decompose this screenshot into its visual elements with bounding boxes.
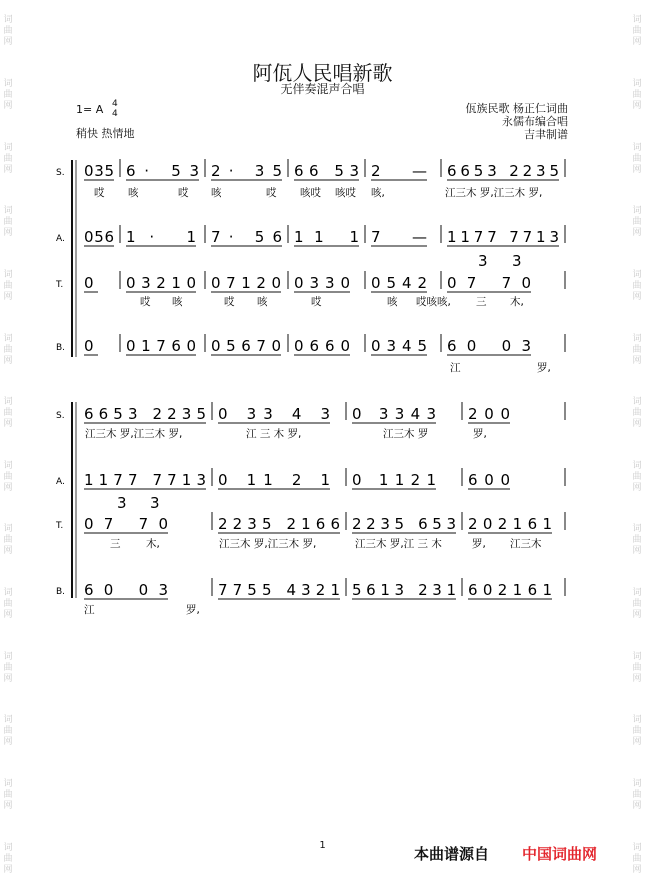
lyric-syllable: 三 (110, 538, 121, 550)
credits-line-3: 吉聿制谱 (524, 128, 568, 141)
watermark-char: 词 (632, 715, 642, 726)
watermark-char: 网 (3, 801, 13, 811)
watermark-char: 词 (3, 15, 13, 26)
measure-notes: 0542 (371, 274, 427, 292)
song-title: 阿佤人民唱新歌 (252, 61, 393, 85)
watermark-char: 词 (632, 842, 642, 853)
measure-notes: 03210 (126, 274, 196, 292)
lyric-syllable: 咳 (128, 187, 139, 199)
watermark-char: 网 (3, 355, 13, 366)
voice-label: A. (56, 234, 65, 244)
watermark-char: 网 (632, 100, 642, 111)
watermark-char: 曲 (632, 662, 642, 673)
watermark-char: 词 (632, 142, 642, 153)
measure-notes: 07 70 (84, 515, 168, 533)
voice-label: S. (56, 411, 65, 421)
watermark-char: 曲 (632, 726, 642, 737)
tenor-upper-note: 3 (150, 494, 160, 512)
watermark-char: 网 (632, 673, 642, 684)
measure-notes: 6653 2235 (447, 162, 559, 180)
measure-notes: 66 53 (294, 162, 359, 180)
watermark-char: 曲 (632, 344, 642, 355)
lyric-syllable: 罗, (186, 604, 200, 616)
lyric-syllable: 哎 (94, 187, 105, 199)
measure-notes: 0330 (294, 274, 350, 292)
measure-notes: 2235 653 (352, 515, 456, 533)
tenor-upper-note: 3 (478, 252, 488, 270)
lyric-syllable: 江 三 木 罗, (246, 428, 302, 440)
watermark-char: 曲 (632, 26, 642, 37)
measure-notes: 1177 7713 (447, 228, 559, 246)
watermark-char: 网 (632, 737, 642, 748)
measure-notes: 202161 (468, 515, 552, 533)
watermark-char: 网 (632, 482, 642, 493)
watermark-char: 词 (632, 15, 642, 26)
voice-label: B. (56, 587, 66, 597)
watermark-char: 词 (3, 142, 13, 153)
watermark-char: 曲 (3, 853, 13, 864)
voice-label: S. (56, 168, 65, 178)
measure-notes: 2 — (371, 162, 427, 180)
watermark-char: 词 (632, 206, 642, 217)
time-signature-bottom: 4 (112, 109, 118, 119)
watermark-char: 网 (3, 291, 13, 302)
measure-notes: 11 1 (294, 228, 359, 246)
watermark-char: 曲 (3, 599, 13, 610)
voice-label: A. (56, 477, 65, 487)
lyric-syllable: 咳 (387, 296, 398, 308)
lyric-syllable: 罗, (473, 428, 487, 440)
measure-notes: 056 (84, 228, 114, 246)
watermark-char: 曲 (632, 535, 642, 546)
watermark-char: 曲 (3, 726, 13, 737)
watermark-char: 词 (3, 397, 13, 408)
watermark-char: 曲 (632, 853, 642, 864)
watermark-char: 词 (632, 651, 642, 662)
measure-notes: 0660 (294, 337, 350, 355)
lyric-syllable: 江三木 (510, 538, 542, 550)
watermark-char: 网 (3, 610, 13, 621)
watermark-char: 词 (632, 779, 642, 789)
measure-notes: 2· 35 (211, 162, 282, 180)
lyric-syllable: 咳哎 (300, 187, 321, 199)
watermark-char: 曲 (632, 599, 642, 610)
measure-notes: 0 11 2 1 (218, 471, 330, 489)
measure-notes: 05670 (211, 337, 281, 355)
watermark-char: 曲 (3, 280, 13, 291)
measure-notes: 035 (84, 162, 114, 180)
lyric-syllable: 罗, (537, 362, 551, 374)
voice-label: B. (56, 343, 66, 353)
watermark-char: 曲 (3, 790, 13, 800)
watermark-char: 词 (632, 333, 642, 344)
measure-notes: 0 33 4 3 (218, 405, 330, 423)
watermark-char: 词 (3, 78, 13, 89)
measure-notes: 7 — (371, 228, 427, 246)
watermark-char: 曲 (632, 153, 642, 164)
lyric-syllable: 江三木 罗,江 三 木 (355, 538, 442, 550)
lyric-syllable: 木, (510, 296, 524, 308)
watermark-char: 曲 (632, 790, 642, 800)
credits-line-2: 永儒布编合唱 (502, 115, 568, 128)
watermark-char: 网 (632, 355, 642, 366)
lyric-syllable: 咳 (257, 296, 268, 308)
watermark-char: 网 (3, 546, 13, 557)
tenor-upper-note: 3 (117, 494, 127, 512)
watermark-char: 词 (632, 524, 642, 535)
watermark-char: 曲 (3, 471, 13, 482)
measure-notes: 600 (468, 471, 510, 489)
watermark-char: 词 (3, 715, 13, 726)
source-label: 本曲谱源自 (414, 845, 490, 863)
lyric-syllable: 江三木 罗 (383, 428, 429, 440)
measure-notes: 1177 7713 (84, 471, 206, 489)
watermark-char: 曲 (3, 89, 13, 100)
watermark-char: 曲 (3, 662, 13, 673)
lyric-syllable: 江三木 罗,江三木 罗, (219, 538, 317, 550)
watermark-char: 词 (3, 206, 13, 217)
credits-line-1: 佤族民歌 杨正仁词曲 (465, 102, 568, 115)
watermark-char: 网 (3, 737, 13, 748)
measure-notes: 0 (84, 274, 94, 292)
watermark-char: 网 (632, 419, 642, 430)
measure-notes: 200 (468, 405, 510, 423)
watermark-char: 曲 (3, 344, 13, 355)
watermark-char: 曲 (3, 217, 13, 228)
lyric-syllable: 哎 (178, 187, 189, 199)
lyric-syllable: 哎 (311, 296, 322, 308)
watermark-char: 网 (3, 228, 13, 239)
measure-notes: 07120 (211, 274, 281, 292)
measure-notes: 60 03 (447, 337, 531, 355)
watermark-char: 曲 (632, 280, 642, 291)
lyric-syllable: 木, (146, 538, 160, 550)
voice-label: T. (56, 280, 64, 290)
watermark-char: 网 (632, 801, 642, 811)
watermark-char: 词 (3, 842, 13, 853)
watermark-char: 词 (3, 460, 13, 471)
watermark-char: 词 (632, 460, 642, 471)
watermark-char: 网 (632, 228, 642, 239)
lyric-syllable: 咳哎 (335, 187, 356, 199)
watermark-char: 网 (632, 291, 642, 302)
watermark-char: 词 (632, 588, 642, 599)
watermark-char: 曲 (632, 217, 642, 228)
song-subtitle: 无伴奏混声合唱 (280, 82, 365, 96)
tenor-upper-note: 3 (512, 252, 522, 270)
lyric-syllable: 罗, (472, 538, 486, 550)
watermark-char: 网 (3, 37, 13, 48)
measure-notes: 5613 231 (352, 581, 456, 599)
measure-notes: 0 3343 (352, 405, 436, 423)
measure-notes: 0 1121 (352, 471, 436, 489)
measure-notes: 0 (84, 337, 94, 355)
watermark-char: 曲 (3, 26, 13, 37)
measure-notes: 0345 (371, 337, 427, 355)
measure-notes: 6653 2235 (84, 405, 206, 423)
watermark-char: 词 (3, 651, 13, 662)
watermark-char: 网 (3, 419, 13, 430)
measure-notes: 7755 4321 (218, 581, 340, 599)
watermark-char: 词 (3, 333, 13, 344)
measure-notes: 6· 53 (126, 162, 199, 180)
voice-label: T. (56, 521, 64, 531)
watermark-char: 曲 (632, 89, 642, 100)
watermark-char: 词 (3, 779, 13, 789)
site-name: 中国词曲网 (522, 845, 598, 863)
lyric-syllable: 哎 (140, 296, 151, 308)
watermark-char: 网 (3, 100, 13, 111)
measure-notes: 1· 1 (126, 228, 196, 246)
lyric-syllable: 江 (450, 362, 461, 374)
measure-notes: 2235 2166 (218, 515, 340, 533)
watermark-char: 曲 (632, 471, 642, 482)
key-label: 1= A (76, 103, 104, 116)
lyric-syllable: 咳, (371, 187, 385, 199)
lyric-syllable: 咳 (172, 296, 183, 308)
measure-notes: 07 70 (447, 274, 531, 292)
watermark-char: 词 (3, 524, 13, 535)
measure-notes: 60 03 (84, 581, 168, 599)
watermark-char: 词 (3, 269, 13, 280)
measure-notes: 01760 (126, 337, 196, 355)
lyric-syllable: 三 (476, 296, 487, 308)
watermark-char: 网 (632, 164, 642, 175)
lyric-syllable: 江三木 罗,江三木 罗, (445, 187, 543, 199)
measure-notes: 7· 56 (211, 228, 282, 246)
watermark-char: 网 (3, 673, 13, 684)
watermark-char: 曲 (3, 408, 13, 419)
lyric-syllable: 哎 (224, 296, 235, 308)
lyric-syllable: 哎 (266, 187, 277, 199)
watermark-char: 词 (632, 78, 642, 89)
lyric-syllable: 江 (84, 604, 95, 616)
watermark-char: 网 (632, 546, 642, 557)
tempo-marking: 稍快 热情地 (76, 127, 135, 140)
watermark-char: 网 (632, 610, 642, 621)
watermark-char: 词 (632, 269, 642, 280)
watermark-char: 网 (632, 864, 642, 875)
lyric-syllable: 哎咳咳, (416, 296, 451, 308)
watermark-char: 词 (3, 588, 13, 599)
measure-notes: 602161 (468, 581, 552, 599)
watermark-char: 网 (632, 37, 642, 48)
time-signature-top: 4 (112, 99, 118, 109)
page-number: 1 (319, 840, 326, 851)
watermark-char: 曲 (3, 535, 13, 546)
watermark-char: 网 (3, 864, 13, 875)
lyric-syllable: 江三木 罗,江三木 罗, (85, 428, 183, 440)
watermark-char: 网 (3, 164, 13, 175)
watermark-char: 词 (632, 397, 642, 408)
lyric-syllable: 咳 (211, 187, 222, 199)
watermark-char: 曲 (632, 408, 642, 419)
watermark-char: 曲 (3, 153, 13, 164)
watermark-char: 网 (3, 482, 13, 493)
